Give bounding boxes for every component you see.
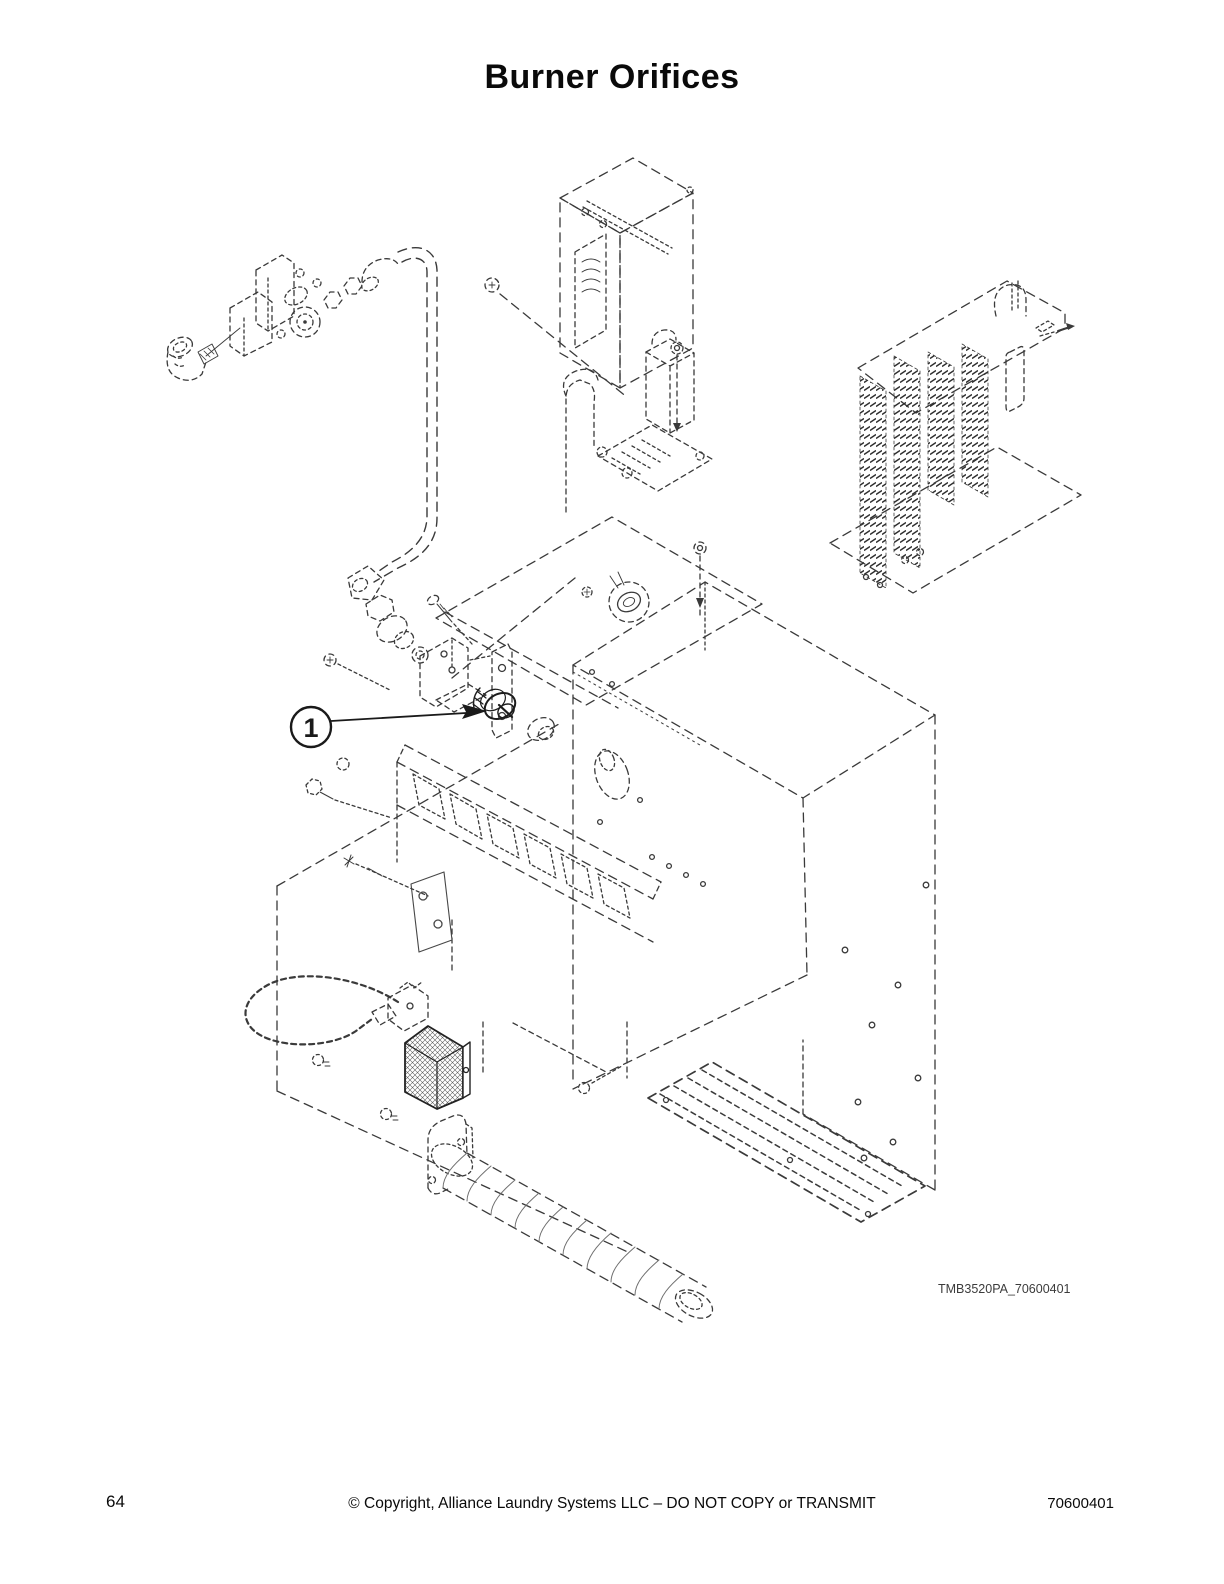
louver-bottom-panel: [648, 1062, 925, 1222]
mesh-screen: [313, 1026, 623, 1120]
screw-icon: [694, 542, 706, 554]
gas-valve-assembly: [164, 255, 398, 380]
screw-icon: [337, 758, 349, 770]
gas-conduit: [374, 248, 437, 582]
louver-column: [962, 344, 988, 497]
callout-number: 1: [303, 713, 319, 743]
callout-1: [291, 704, 487, 747]
cabinet: [483, 582, 935, 1190]
ignition-control-box: [485, 158, 693, 398]
screw-icon: [313, 1055, 324, 1066]
footer-page-number: 64: [106, 1492, 125, 1511]
footer-copyright-notice: © Copyright, Alliance Laundry Systems LLC – DO NOT COPY or TRANSMIT: [348, 1495, 876, 1512]
screw-icon: [671, 342, 683, 354]
louver-column: [928, 352, 954, 505]
footer-document-number: 70600401: [1047, 1495, 1114, 1512]
control-mounting-bracket: [564, 330, 712, 512]
igniter-assembly: [246, 976, 429, 1044]
arrowhead-icon: [462, 704, 487, 719]
top-panel: [436, 517, 762, 705]
star-screw-icon: [344, 855, 354, 867]
cover-plate: [411, 872, 452, 952]
burner-tube: [426, 1115, 717, 1324]
orifice-spacer: [524, 713, 559, 745]
figure-code: TMB3520PA_70600401: [938, 1282, 1071, 1296]
louver-column: [860, 376, 886, 588]
bolt-icon: [306, 779, 322, 795]
page-title: Burner Orifices: [484, 58, 740, 96]
heat-exchanger-louver-panel: [830, 281, 1081, 593]
screw-icon: [381, 1109, 392, 1120]
louver-column: [894, 356, 920, 568]
grommet-icon: [609, 582, 649, 622]
